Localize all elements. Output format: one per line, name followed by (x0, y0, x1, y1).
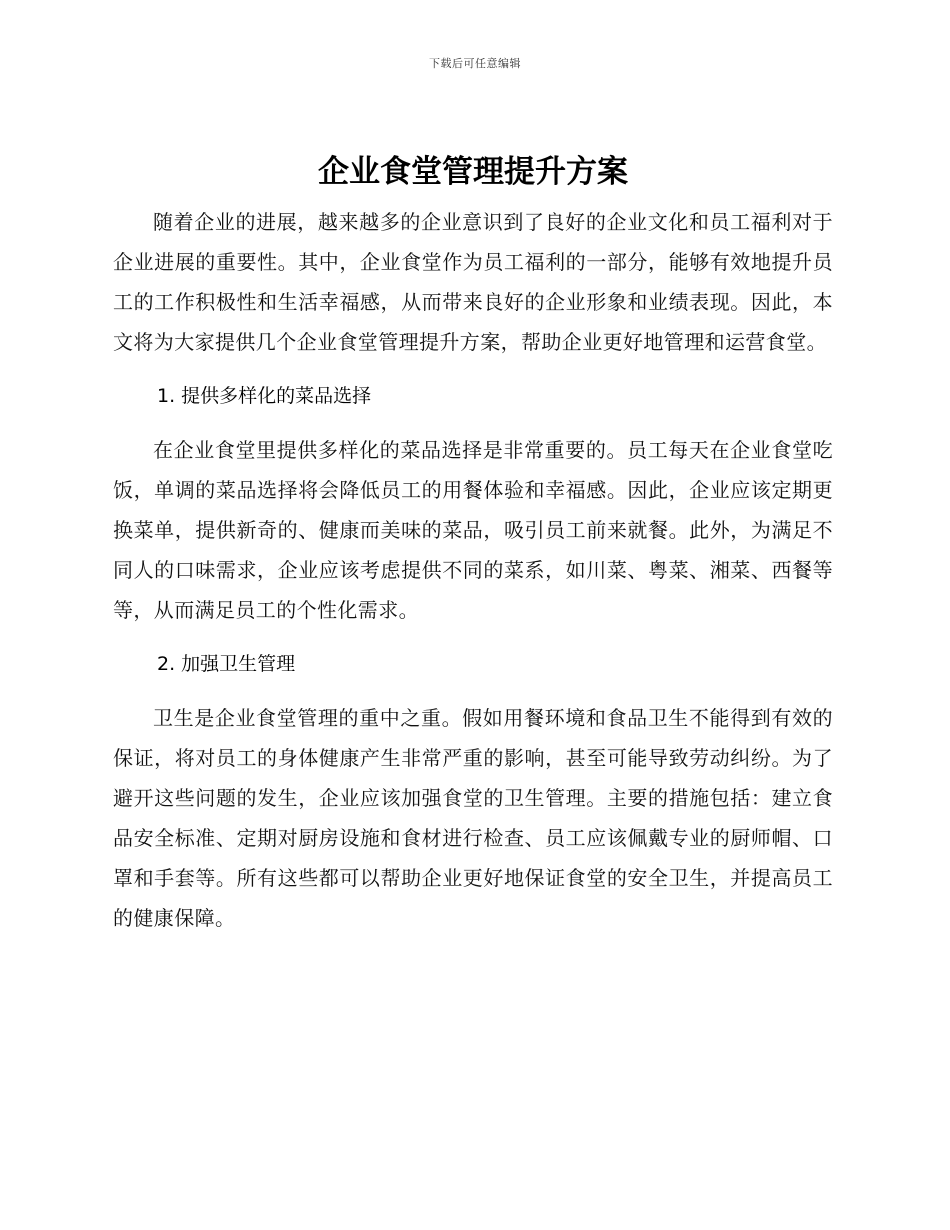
document-title: 企业食堂管理提升方案 (318, 154, 628, 190)
header-note: 下载后可任意编辑 (429, 57, 521, 70)
document-content (113, 150, 833, 938)
section-heading-2: 2. 加强卫生管理 (157, 653, 296, 675)
section-body-2: 卫生是企业食堂管理的重中之重。假如用餐环境和食品卫生不能得到有效的保证，将对员工的身体健康产生非常严重的影响，甚至可能导致劳动纠纷。为了避开这些问题的发生，企业应该加强食堂的卫生管理。主要的措施包括：建立食品安全标准、定期对厨房设施和食材进行检查、员工应该佩戴专业的厨师帽、口罩和手套等。所有这些都可以帮助企业更好地保证食堂的安全卫生，并提高员工的健康保障。 (113, 706, 833, 930)
section-body-1: 在企业食堂里提供多样化的菜品选择是非常重要的。员工每天在企业食堂吃饭，单调的菜品选择将会降低员工的用餐体验和幸福感。因此，企业应该定期更换菜单，提供新奇的、健康而美味的菜品，吸引员工前来就餐。此外，为满足不同人的口味需求，企业应该考虑提供不同的菜系，如川菜、粤菜、湘菜、西餐等等，从而满足员工的个性化需求。 (113, 438, 833, 622)
intro-paragraph: 随着企业的进展，越来越多的企业意识到了良好的企业文化和员工福利对于企业进展的重要性。其中，企业食堂作为员工福利的一部分，能够有效地提升员工的工作积极性和生活幸福感，从而带来良好的企业形象和业绩表现。因此，本文将为大家提供几个企业食堂管理提升方案，帮助企业更好地管理和运营食堂。 (113, 210, 833, 354)
section-heading-1: 1. 提供多样化的菜品选择 (157, 385, 372, 407)
